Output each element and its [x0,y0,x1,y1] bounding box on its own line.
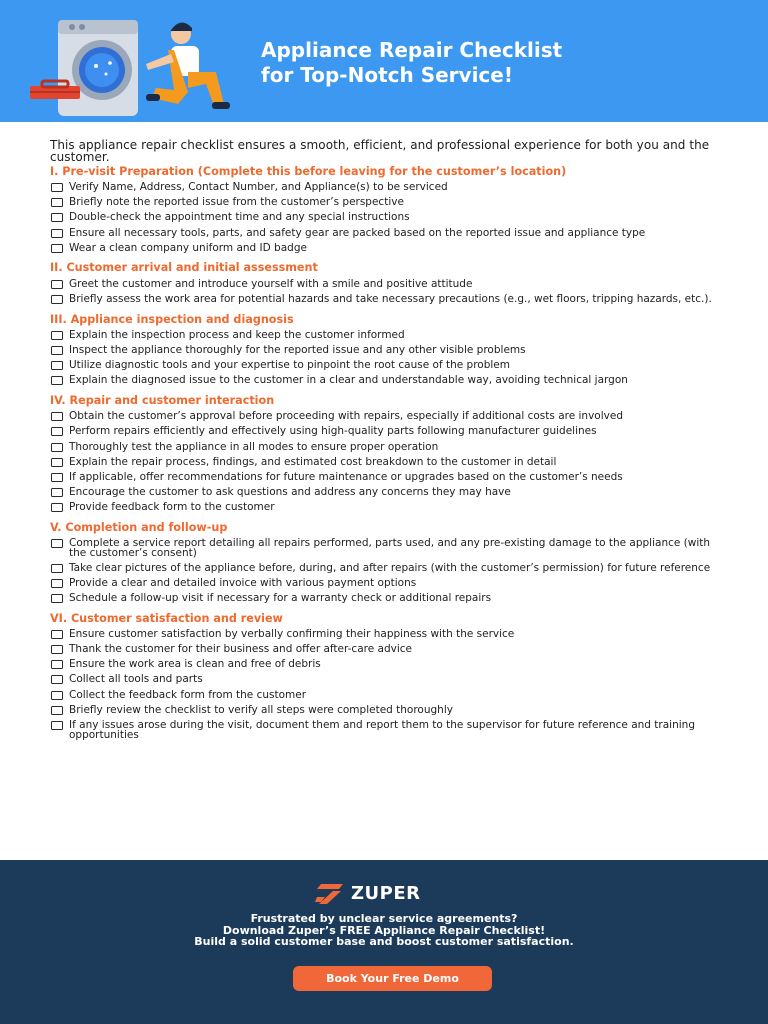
checklist-content [50,140,730,740]
checkbox[interactable] [51,564,63,573]
checklist-section [50,522,730,604]
checklist-item-label: Schedule a follow-up visit if necessary for a warranty check or additional repairs [69,592,492,605]
logo-wordmark: ZUPER [351,883,421,904]
footer-line-1: Frustrated by unclear service agreements? [250,912,518,925]
checklist-item-label: Briefly assess the work area for potential hazards and take necessary precautions (e.g., wet floors, tripping hazards, etc.). [69,292,712,305]
checkbox[interactable] [51,361,63,370]
checkbox[interactable] [51,244,63,253]
checklist-item-label: If applicable, offer recommendations for future maintenance or upgrades based on the customer’s needs [69,470,623,483]
checkbox[interactable] [51,295,63,304]
footer-banner [0,860,768,1024]
checkbox[interactable] [51,721,63,730]
checklist-section [50,262,730,304]
checklist-item [50,718,730,741]
checklist-item-label: Obtain the customer’s approval before proceeding with repairs, especially if additional costs are involved [69,410,623,423]
checkbox[interactable] [51,660,63,669]
checkbox[interactable] [51,198,63,207]
checkbox[interactable] [51,412,63,421]
checklist-item [50,412,730,422]
footer-line-2: Download Zuper’s FREE Appliance Repair Checklist! [222,923,546,937]
checkbox[interactable] [51,630,63,639]
checklist-item-label: Double-check the appointment time and any special instructions [69,211,410,224]
checklist-item-label: Collect all tools and parts [69,673,203,686]
footer-line-3: Build a solid customer base and boost customer satisfaction. [194,935,574,948]
checklist-item-label: Utilize diagnostic tools and your expertise to pinpoint the root cause of the problem [69,359,510,372]
checklist-section [50,613,730,740]
checklist-item [50,292,730,305]
checklist-item [50,561,730,574]
checklist-item-label: Provide feedback form to the customer [69,500,275,513]
header-banner [0,0,768,122]
checkbox[interactable] [51,691,63,700]
checklist-item [50,594,730,604]
checklist-item-label: Thoroughly test the appliance in all modes to ensure proper operation [69,440,439,453]
checklist-items [50,277,730,305]
checklist-item-label: Ensure customer satisfaction by verbally confirming their happiness with the service [69,628,515,641]
checklist-item-label: If any issues arose during the visit, document them and report them to the supervisor for future reference and training opportunities [69,718,695,741]
checklist-items [50,536,730,605]
checklist-item-label: Briefly review the checklist to verify all steps were completed thoroughly [69,703,453,716]
checklist-item [50,470,730,483]
checkbox[interactable] [51,213,63,222]
checkbox[interactable] [51,539,63,548]
checkbox[interactable] [51,706,63,715]
checklist-item [50,198,730,208]
checklist-item [50,427,730,437]
checklist-item [50,226,730,239]
checklist-item-label: Ensure the work area is clean and free of debris [69,658,321,671]
technician-washing-machine-illustration [28,14,240,118]
checklist-item-label: Take clear pictures of the appliance before, during, and after repairs (with the customer’s permission) for future reference [69,561,711,574]
checkbox[interactable] [51,675,63,684]
checkbox[interactable] [51,427,63,436]
zuper-logo-icon [315,882,345,906]
zuper-logo [315,882,460,906]
checklist-item [50,500,730,513]
checklist-item-label: Perform repairs efficiently and effectively using high-quality parts following manufacturer guidelines [69,425,597,438]
checklist-item-label: Wear a clean company uniform and ID badge [69,241,307,254]
checklist-section [50,395,730,513]
checklist-item [50,346,730,356]
checkbox[interactable] [51,458,63,467]
section-heading: I. Pre-visit Preparation (Complete this before leaving for the customer’s location) [50,165,567,178]
checklist-item [50,630,730,640]
checklist-item [50,241,730,254]
checklist-item [50,376,730,386]
checklist-items [50,630,730,740]
checklist-item [50,485,730,498]
checkbox[interactable] [51,594,63,603]
checklist-item [50,675,730,685]
checklist-item-label: Explain the diagnosed issue to the customer in a clear and understandable way, avoiding technical jargon [69,374,628,387]
section-heading: IV. Repair and customer interaction [50,394,275,408]
checklist-item-label: Encourage the customer to ask questions and address any concerns they may have [69,485,511,498]
section-heading: III. Appliance inspection and diagnosis [50,312,294,326]
footer-message [0,913,768,948]
page-title [261,38,562,88]
checklist-section [50,314,730,386]
title-line-1: Appliance Repair Checklist [261,38,563,62]
checklist-item [50,183,730,193]
checklist-item-label: Verify Name, Address, Contact Number, and Appliance(s) to be serviced [69,181,448,194]
checklist-item [50,660,730,670]
checklist-item [50,536,730,559]
checklist-item-label: Provide a clear and detailed invoice with various payment options [69,576,417,589]
checklist-item [50,455,730,468]
checklist-sections [50,166,730,740]
checklist-item [50,361,730,371]
checkbox[interactable] [51,346,63,355]
checklist-item [50,703,730,716]
checklist-item-label: Collect the feedback form from the customer [69,688,307,701]
checklist-item [50,576,730,589]
checklist-items [50,412,730,512]
checkbox[interactable] [51,229,63,238]
checkbox[interactable] [51,443,63,452]
intro-text: This appliance repair checklist ensures a smooth, efficient, and professional experience for both you and the customer. [50,138,710,164]
checklist-item [50,213,730,223]
book-demo-button[interactable]: Book Your Free Demo [293,966,492,991]
checklist-item-label: Explain the repair process, findings, and estimated cost breakdown to the customer in detail [69,455,557,468]
checklist-item-label: Greet the customer and introduce yourself with a smile and positive attitude [69,277,473,290]
checklist-item-label: Explain the inspection process and keep the customer informed [69,328,405,341]
checkbox[interactable] [51,376,63,385]
checklist-item [50,328,730,341]
section-heading: V. Completion and follow-up [50,520,228,534]
title-line-2: for Top-Notch Service! [261,63,513,87]
checklist-item [50,645,730,655]
checklist-item-label: Thank the customer for their business and offer after-care advice [69,643,412,656]
checklist-item [50,277,730,290]
checklist-item-label: Inspect the appliance thoroughly for the reported issue and any other visible problems [69,344,526,357]
checkbox[interactable] [51,183,63,192]
checkbox[interactable] [51,473,63,482]
checklist-item [50,688,730,701]
checkbox[interactable] [51,488,63,497]
checkbox[interactable] [51,645,63,654]
section-heading: VI. Customer satisfaction and review [50,611,283,625]
checklist-item-label: Briefly note the reported issue from the customer’s perspective [69,196,404,209]
checklist-items [50,328,730,387]
section-heading: II. Customer arrival and initial assessment [50,261,318,275]
checklist-items [50,183,730,253]
checklist-item-label: Ensure all necessary tools, parts, and safety gear are packed based on the reported issue and appliance type [69,226,646,239]
checkbox[interactable] [51,280,63,289]
checklist-item-label: Complete a service report detailing all repairs performed, parts used, and any pre-existing damage to the appliance (with the customer’s consent) [69,536,711,559]
checkbox[interactable] [51,331,63,340]
checklist-item [50,440,730,453]
checkbox[interactable] [51,579,63,588]
checklist-section [50,166,730,253]
checkbox[interactable] [51,503,63,512]
